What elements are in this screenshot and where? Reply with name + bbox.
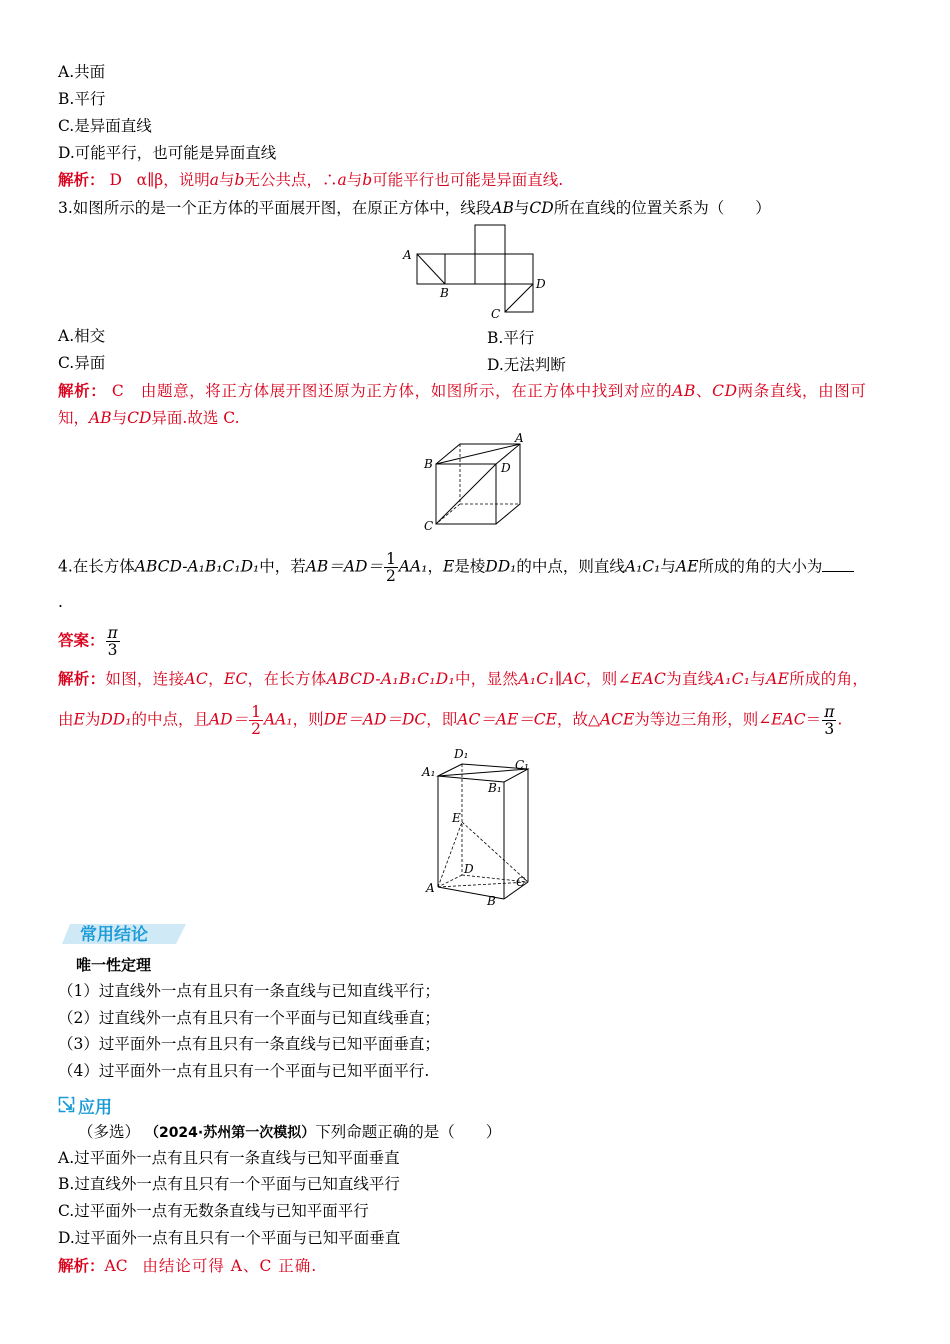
application-stem [78,1122,501,1143]
cube-label-d: D [501,461,511,475]
cuboid-label-c1: C₁ [515,758,529,772]
net-label-d: D [536,277,546,291]
seg-cd: CD [712,382,738,400]
var-a: a [337,171,347,189]
application-option-b: B.过直线外一点有且只有一个平面与已知直线平行 [58,1175,400,1193]
seg: E [73,710,85,729]
cuboid-label-a1: A₁ [422,765,436,779]
answer-fraction [106,625,120,658]
analysis-answer: AC [104,1257,128,1275]
q3-analysis-line1 [58,381,866,401]
q4-text: 中，若 [259,557,306,576]
analysis-text: ，则∠ [586,670,631,688]
analysis-text: . [837,710,843,729]
analysis-text: 为等边三角形，则∠ [634,710,772,729]
frac-num: π [107,624,118,642]
q3-seg-cd: CD [529,199,554,217]
cuboid-figure [420,742,535,907]
seg: EC [223,670,248,688]
q4-stem [58,551,854,584]
cuboid-label-d1: D₁ [454,747,469,761]
seg: EAC [630,670,667,688]
seg: AA₁ [263,710,293,729]
analysis-text: ， [208,670,224,688]
net-label-c: C [491,307,501,321]
q4-a1c1: A₁C₁ [624,557,661,576]
net-label-a: A [403,248,412,262]
net-label-b: B [440,286,449,300]
q2-option-a: A.共面 [58,63,106,81]
q4-dd1: DD₁ [485,557,517,576]
q4-fraction [384,551,398,584]
analysis-answer: D [109,171,122,189]
seg: A₁C₁∥AC [518,670,586,688]
seg: DD₁ [100,710,132,729]
conclusion-banner [62,920,186,946]
q4-text: ， [427,557,443,576]
cube-label-b: B [424,457,433,471]
cuboid-label-b1: B₁ [488,781,502,795]
analysis-text: 知， [58,409,90,427]
apply-icon [58,1096,76,1114]
q2-option-b: B.平行 [58,90,106,108]
analysis-text: 由结论可得 A、C 正确. [142,1257,318,1275]
frac-den: 3 [824,720,835,738]
q4-ae: AE [675,557,699,576]
analysis-label: 解析： [58,670,106,688]
application-option-c: C.过平面外一点有无数条直线与已知平面平行 [58,1202,369,1220]
analysis-text: 由题意，将正方体展开图还原为正方体，如图所示，在正方体中找到对应的 [140,382,673,400]
analysis-text: 如图，连接 [105,670,185,688]
analysis-label: 解析： [58,1257,105,1275]
q4-answer [58,625,121,658]
q2-option-d: D.可能平行，也可能是异面直线 [58,144,277,162]
application-title: 应用 [78,1098,112,1118]
seg: AC [184,670,209,688]
var-b: b [362,171,373,189]
analysis-text: ，在长方体 [247,670,327,688]
seg-cd: CD [127,409,152,427]
analysis-text: 、 [696,382,713,400]
q3-option-a: A.相交 [58,327,106,345]
application-option-a: A.过平面外一点有且只有一条直线与已知平面垂直 [58,1149,400,1167]
q4-eq: AB＝AD＝ [305,557,383,576]
q3-stem-text: 所在直线的位置关系为（ ） [553,199,771,217]
cuboid-label-e: E [452,811,461,825]
analysis-answer: C [111,382,125,400]
frac-den: 2 [251,720,261,738]
q4-text: 与 [660,557,676,576]
analysis-label: 解析： [58,171,105,189]
analysis-text: 由 [58,710,74,729]
q3-stem-text: 3.如图所示的是一个正方体的平面展开图，在原正方体中，线段 [58,199,492,217]
q4-text: 4.在长方体 [58,557,135,576]
frac-num: 1 [251,703,261,721]
var-b: b [234,171,245,189]
seg: AE [766,670,790,688]
analysis-text: 与 [219,171,235,189]
analysis-text: α∥β，说明 [136,171,210,189]
q3-stem-text: 与 [513,199,530,217]
cube-figure [420,430,540,535]
analysis-text: 为直线 [666,670,714,688]
q4-analysis-line2 [58,704,842,737]
analysis-label: 解析： [58,382,107,400]
conclusion-item-4: （4）过平面外一点有且只有一个平面与已知平面平行. [58,1062,430,1080]
frac-num: π [824,703,835,721]
seg: AD＝ [208,710,249,729]
seg: A₁C₁ [713,670,751,688]
analysis-text: 与 [346,171,363,189]
answer-label: 答案： [58,631,105,650]
q4-analysis-line1 [58,669,868,689]
seg: DE＝AD＝DC [323,710,427,729]
q3-option-c: C.异面 [58,354,106,372]
application-text: 下列命题正确的是（ ） [315,1123,502,1141]
seg-ab: AB [89,409,112,427]
frac-den: 2 [385,567,396,585]
q4-text: 所成的角的大小为 [698,557,823,576]
frac-num: 1 [385,550,396,568]
application-tag: （多选） [78,1123,141,1141]
var-a: a [209,171,220,189]
cube-label-a: A [515,431,524,445]
q2-analysis [58,170,563,190]
analysis-text: 所成的角， [789,670,869,688]
q2-option-c: C.是异面直线 [58,117,152,135]
conclusion-banner-text: 常用结论 [80,925,148,945]
analysis-text: 可能平行也可能是异面直线. [372,171,564,189]
q4-e: E [442,557,455,576]
q3-stem [58,198,771,218]
q3-analysis-line2 [58,408,240,428]
q4-aa1: AA₁ [398,557,428,576]
q4-dot: . [58,593,63,611]
cuboid-label-d: D [464,862,474,876]
q3-option-d: D.无法判断 [487,356,566,374]
application-option-d: D.过平面外一点有且只有一个平面与已知平面垂直 [58,1229,401,1247]
conclusion-title: 唯一性定理 [76,956,152,974]
q3-seg-ab: AB [491,199,514,217]
analysis-text: 为 [84,710,101,729]
analysis-fraction [249,704,263,737]
seg: ACE [599,710,635,729]
frac-den: 3 [107,641,118,659]
q4-text: 是棱 [454,557,486,576]
analysis-text: 与 [111,409,128,427]
seg: AC＝AE＝CE [457,710,557,729]
analysis-text: ，即 [426,710,458,729]
analysis-text: 两条直线，由图可 [737,382,867,400]
seg: EAC [771,710,806,729]
q4-text: 的中点，则直线 [516,557,625,576]
q3-option-b: B.平行 [487,329,535,347]
analysis-text: 的中点，且 [131,710,209,729]
analysis-pi-fraction [822,704,836,737]
cuboid-label-a: A [426,881,435,895]
application-source: （2024·苏州第一次模拟） [144,1125,316,1141]
seg: ABCD-A₁B₁C₁D₁ [326,670,455,688]
conclusion-item-3: （3）过平面外一点有且只有一条直线与已知平面垂直； [58,1035,440,1053]
analysis-text: ＝ [805,710,822,729]
cube-net-figure [395,222,555,322]
seg-ab: AB [672,382,697,400]
analysis-text: 与 [750,670,767,688]
analysis-text: 无公共点，∴ [244,171,338,189]
analysis-text: ，故△ [557,710,600,729]
cuboid-label-b: B [487,894,496,907]
analysis-text: ，则 [292,710,324,729]
cuboid-label-c: C [516,875,526,889]
cube-label-c: C [424,519,434,533]
answer-blank [822,557,854,572]
analysis-text: 中，显然 [455,670,519,688]
application-analysis [58,1256,317,1276]
q4-body: ABCD-A₁B₁C₁D₁ [134,557,260,576]
conclusion-item-2: （2）过直线外一点有且只有一个平面与已知直线垂直； [58,1009,440,1027]
conclusion-item-1: （1）过直线外一点有且只有一条直线与已知直线平行； [58,982,440,1000]
analysis-text: 异面.故选 C. [151,409,240,427]
